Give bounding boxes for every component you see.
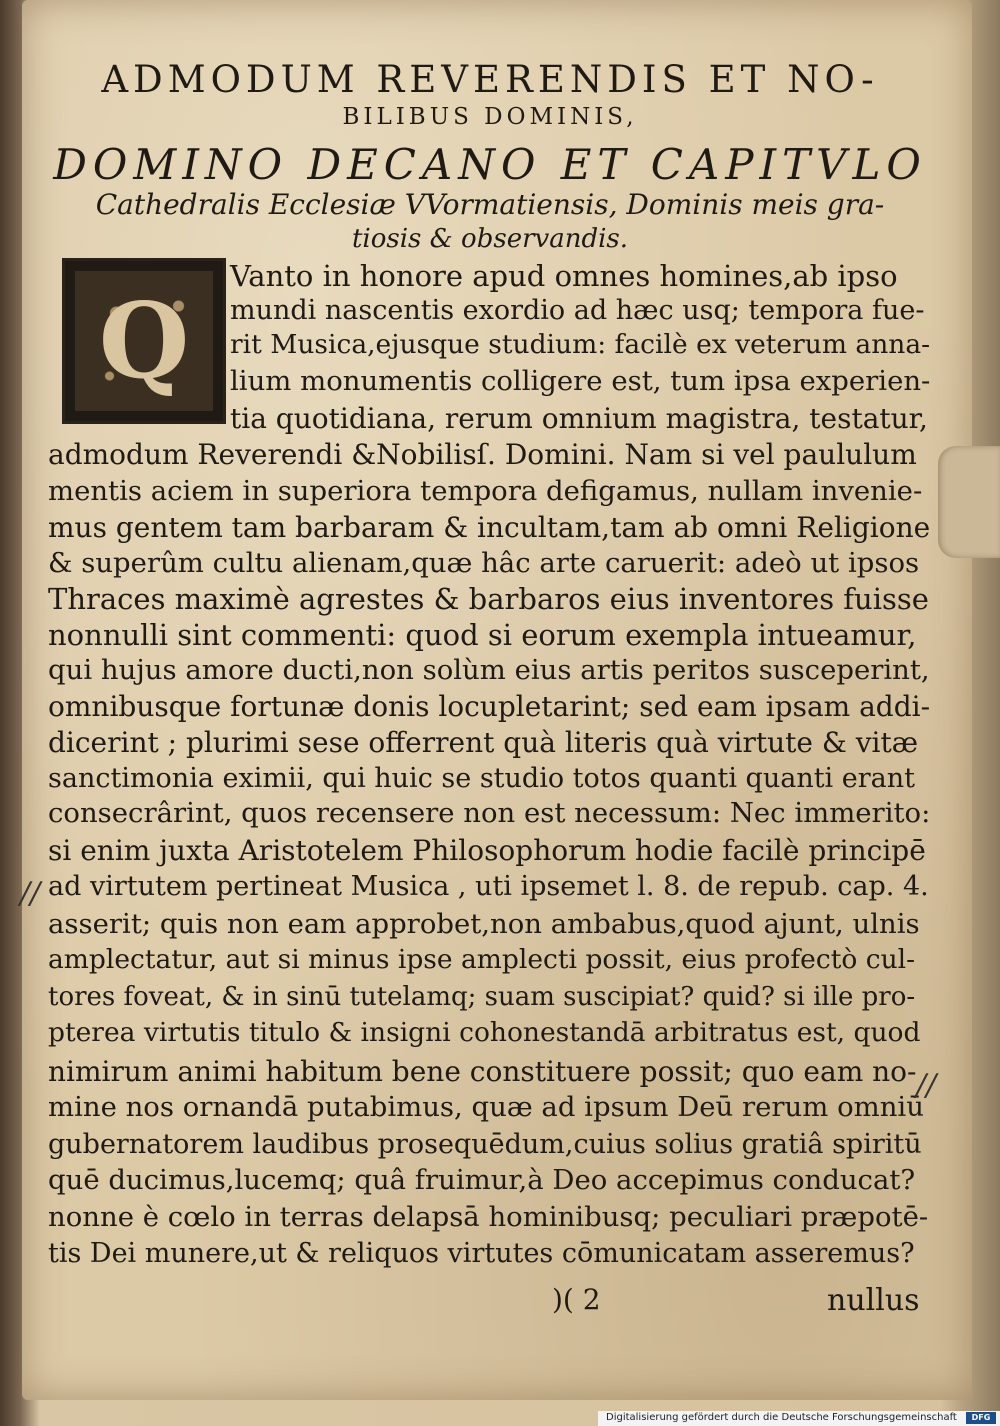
heading-line-5: tiosis & observandis. [351, 224, 629, 254]
signature-mark: )( 2 [552, 1283, 601, 1316]
body-line: nonnulli sint commenti: quod si eorum exempla intueamur, [48, 618, 917, 652]
body-line: Thraces maximè agrestes & barbaros eius inventores fuisse [48, 582, 929, 616]
heading-line-4: Cathedralis Ecclesiæ VVormatiensis, Dominis meis gra- [95, 188, 885, 221]
footer-credit: Digitalisierung gefördert durch die Deutsche Forschungsgemeinschaft [606, 1412, 957, 1423]
body-line: si enim juxta Aristotelem Philosophorum hodie facilè principē [48, 834, 926, 867]
body-line: mentis aciem in superiora tempora defigamus, nullam invenie- [48, 475, 923, 507]
body-line: consecrârint, quos recensere non est necessum: Nec immerito: [48, 797, 931, 829]
body-line: sanctimonia eximii, qui huic se studio totos quanti quanti erant [48, 763, 915, 794]
body-line: mus gentem tam barbaram & incultam,tam ab omni Religione [48, 511, 931, 544]
body-line: omnibusque fortunæ donis locupletarint; sed eam ipsam addi- [48, 690, 931, 723]
margin-mark-left: // [20, 876, 41, 911]
body-line: admodum Reverendi &Nobilisſ. Domini. Nam si vel paululum [48, 438, 917, 471]
body-line: gubernatorem laudibus prosequēdum,cuius solius gratiâ spiritū [48, 1129, 922, 1160]
body-line: tia quotidiana, rerum omnium magistra, testatur, [230, 402, 928, 435]
body-line: asserit; quis non eam approbet,non ambabus,quod ajunt, ulnis [48, 908, 920, 940]
catchword: nullus [827, 1283, 920, 1318]
body-line: ad virtutem pertineat Musica , uti ipsemet l. 8. de repub. cap. 4. [48, 871, 929, 902]
body-line: pterea virtutis titulo & insigni cohonestandā arbitratus est, quod [48, 1017, 921, 1048]
body-line: qui hujus amore ducti,non solùm eius artis peritos susceperint, [48, 654, 930, 686]
initial-ornament [75, 271, 213, 411]
initial-letter: Q [98, 279, 190, 402]
body-line: tores foveat, & in sinū tutelamq; suam suscipiat? quid? si ille pro- [48, 982, 916, 1012]
body-line: quē ducimus,lucemq; quâ fruimur,à Deo accepimus conducat? [48, 1164, 916, 1196]
body-line: Vanto in honore apud omnes homines,ab ipso [230, 259, 898, 293]
body-line: amplectatur, aut si minus ipse amplecti possit, eius profectò cul- [48, 944, 916, 975]
page-tab-marker [938, 446, 1000, 558]
body-line: nonne è cœlo in terras delapsā hominibusq; peculiari præpotē- [48, 1201, 929, 1233]
body-line: tis Dei munere,ut & reliquos virtutes cōmunicatam asseremus? [48, 1238, 915, 1269]
margin-mark-right: // [916, 1068, 937, 1103]
body-line: mine nos ornandā putabimus, quæ ad ipsum Deū rerum omniū [48, 1091, 924, 1123]
body-line: dicerint ; plurimi sese offerrent quà literis quà virtute & vitæ [48, 726, 919, 759]
dfg-logo-icon: DFG [966, 1412, 996, 1424]
body-line: mundi nascentis exordio ad hæc usq; tempora fue- [230, 295, 925, 326]
heading-line-3: DOMINO DECANO ET CAPITVLO [53, 140, 927, 189]
heading-line-2: BILIBUS DOMINIS, [342, 104, 638, 130]
body-line: nimirum animi habitum bene constituere possit; quo eam no- [48, 1055, 917, 1088]
decorated-initial [62, 258, 226, 424]
body-line: & superûm cultu alienam,quæ hâc arte caruerit: adeò ut ipsos [48, 547, 920, 579]
heading-line-1: ADMODUM REVERENDIS ET NO- [101, 58, 879, 101]
body-line: lium monumentis colligere est, tum ipsa experien- [230, 365, 931, 397]
body-line: rit Musica,ejusque studium: facilè ex veterum anna- [230, 329, 931, 360]
